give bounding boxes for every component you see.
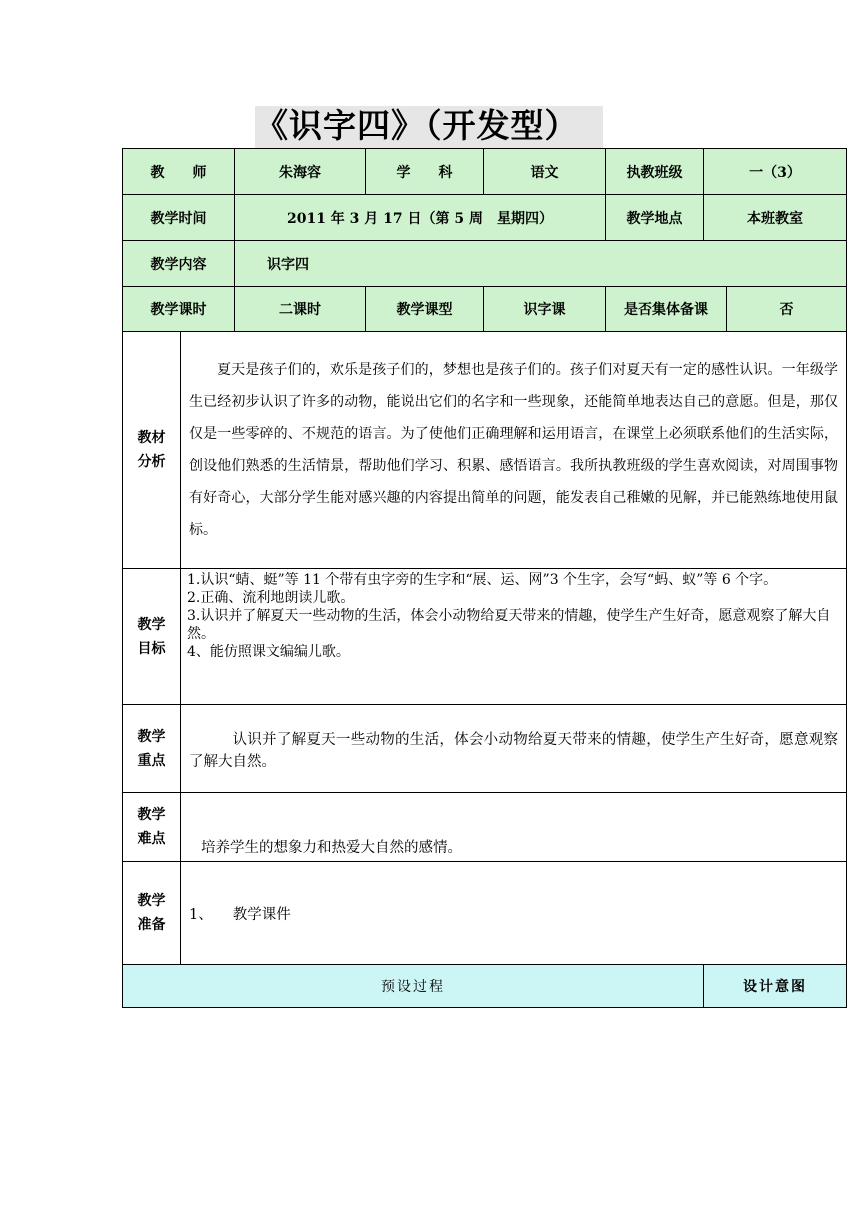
class-value: 一（3）: [704, 149, 847, 195]
lesson-plan-table: [122, 148, 847, 1008]
type-label: 教学课型: [366, 287, 484, 332]
analysis-label-line1: 教材: [137, 430, 166, 446]
hours-label: 教学课时: [123, 287, 235, 332]
process-header: 预设过程: [123, 965, 704, 1008]
row-teacher: [123, 149, 847, 195]
prep-item: [181, 862, 847, 965]
content-label: 教学内容: [123, 241, 235, 287]
row-prep: [123, 862, 847, 965]
analysis-label-line2: 分析: [137, 454, 166, 470]
analysis-text: 夏天是孩子们的，欢乐是孩子们的，梦想也是孩子们的。孩子们对夏天有一定的感性认识。一年级学生已经初步认识了许多的动物，能说出它们的名字和一些现象，还能简单地表达自己的意愿。但是，那仅仅是一些零碎的、不规范的语言。为了使他们正确理解和运用语言，在课堂上必须联系他们的生活实际，创设他们熟悉的生活情景，帮助他们学习、积累、感悟语言。我所执教班级的学生喜欢阅读，对周围事物有好奇心，大部分学生能对感兴趣的内容提出简单的问题，能发表自己稚嫩的见解，并已能熟练地使用鼠标。: [181, 332, 847, 569]
goals-label-line2: 目标: [137, 640, 166, 657]
subject-label: 学 科: [366, 149, 484, 195]
difficulty-text: 培养学生的想象力和热爱大自然的感情。: [181, 793, 847, 862]
group-value: 否: [727, 287, 847, 332]
goal-item: 3.认识并了解夏天一些动物的生活，体会小动物给夏天带来的情趣，使学生产生好奇，愿意观察了解大自然。: [187, 608, 831, 642]
goals-label: [123, 569, 181, 705]
teacher-label: 教 师: [123, 149, 235, 195]
row-goals: [123, 569, 847, 705]
prep-label-line1: 教学: [137, 893, 166, 909]
row-content: [123, 241, 847, 287]
document-title: 《识字四》（开发型）: [255, 106, 579, 145]
place-label: 教学地点: [606, 195, 704, 241]
difficulty-label-line2: 难点: [137, 831, 166, 847]
group-label: 是否集体备课: [606, 287, 727, 332]
row-footer: [123, 965, 847, 1008]
teacher-value: 朱海容: [235, 149, 366, 195]
goals-list: [181, 569, 847, 705]
intent-header: 设计意图: [704, 965, 847, 1008]
row-key: [123, 705, 847, 793]
subject-value: 语文: [484, 149, 606, 195]
type-value: 识字课: [484, 287, 606, 332]
goal-item: 2.正确、流利地朗读儿歌。: [187, 590, 355, 606]
analysis-label: [123, 332, 181, 569]
row-time: [123, 195, 847, 241]
key-label-line1: 教学: [137, 728, 166, 745]
prep-item-text: 教学课件: [232, 906, 291, 923]
key-text: 认识并了解夏天一些动物的生活，体会小动物给夏天带来的情趣，使学生产生好奇，愿意观察了解大自然。: [181, 705, 847, 793]
class-label: 执教班级: [606, 149, 704, 195]
row-difficulty: [123, 793, 847, 862]
prep-item-number: 1、: [189, 906, 213, 923]
key-label: [123, 705, 181, 793]
row-analysis: [123, 332, 847, 569]
key-label-line2: 重点: [137, 752, 166, 769]
difficulty-label: [123, 793, 181, 862]
prep-label: [123, 862, 181, 965]
time-value: 2011 年 3 月 17 日（第 5 周 星期四）: [235, 195, 606, 241]
hours-value: 二课时: [235, 287, 366, 332]
goal-item: 4、能仿照课文编编儿歌。: [187, 644, 350, 660]
content-value: 识字四: [235, 241, 847, 287]
prep-label-line2: 准备: [137, 917, 166, 933]
difficulty-label-line1: 教学: [137, 807, 166, 823]
row-hours: [123, 287, 847, 332]
goals-label-line1: 教学: [137, 616, 166, 633]
time-label: 教学时间: [123, 195, 235, 241]
place-value: 本班教室: [704, 195, 847, 241]
goal-item: 1.认识“蜻、蜓”等 11 个带有虫字旁的生字和“展、运、网”3 个生字，会写“蚂、蚁”等 6 个字。: [187, 572, 778, 588]
